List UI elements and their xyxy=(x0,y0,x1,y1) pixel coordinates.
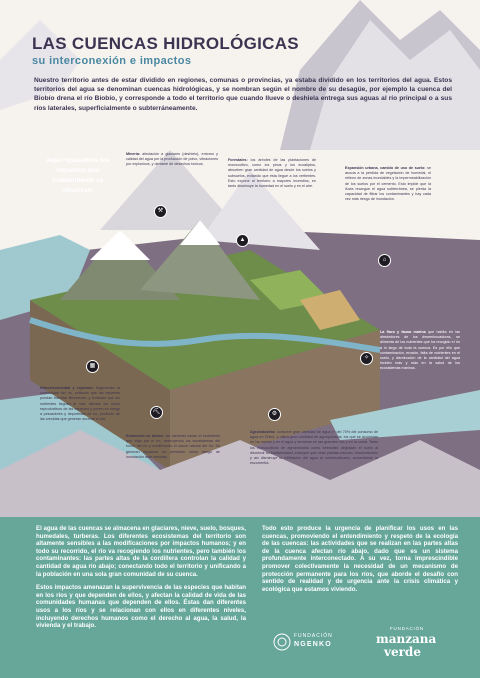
annotation-term: Expansión urbana, cambio de uso de suelo: xyxy=(345,166,426,170)
impacts-question: Aquí repasamos los impactos que comunmente se observan: xyxy=(46,157,110,194)
logo-name-1: manzana xyxy=(376,632,437,646)
annotation-term: Hidroelectricidad y represas: xyxy=(40,386,94,390)
tractor-icon: ⚙ xyxy=(268,408,281,421)
annotation-hidroelectricidad xyxy=(40,386,120,422)
annotation-term: Extracción de áridos: xyxy=(126,434,165,438)
annotation-text: fragmentan la continuidad del río, evitando que las especies puedan transitar libremente; y evitando que los nutrientes lleguen al mar; afectan los ciclos reproductivos de las especies y ponen en riesgo a pescadores y deportistas de río, producto de las crecidas que generan durante el día. xyxy=(40,386,120,422)
tent-icon: ▲ xyxy=(236,234,249,247)
mining-pick-icon: ⚒ xyxy=(154,205,167,218)
bottom-right-paragraph-1: Todo esto produce la urgencia de planificar los usos en las cuencas, promoviendo el entendimiento y respeto de la ecología de las cuencas: las actividades que se realizan en las partes altas de la cuenca afectan río abajo, dado que es un sistema profundamente interconectado. A su vez, torna imprescindible promover colectivamente la necesidad de un mecanismo de protección permanente para los ríos, que aborde el desafío con sentido de realidad y de urgencia ante la crisis climática y ecológica que estamos viviendo. xyxy=(262,525,458,593)
logo-name: NGENKO xyxy=(294,641,332,648)
shovel-icon: ⛏ xyxy=(150,406,163,419)
page-subtitle: su interconexión e impactos xyxy=(32,55,192,67)
annotation-term: La flora y fauna marina xyxy=(380,330,426,334)
annotation-text: que habita en las alrededores de los desembocaduras, se alimenta de los nutrientes que ha recogido el río a lo largo de toda la cuenca. Es por ello que contaminación, erosión, falta de nutrientes en el suelo, y disminución de la cantidad del agua inciden más y más en la salud de los ecosistemas marinos. xyxy=(380,330,460,371)
house-icon: ⌂ xyxy=(378,254,391,267)
logo-name-2: verde xyxy=(384,645,421,659)
annotation-text: consume gran cantidad de agua (+ del 70% del consumo de agua en Chile), y utiliza gran cantidad de agroquímicos, los que se acumulan en los suelos y en el agua y terminan en las grandes ríos y en la costa. Tanto los monocultivos de agroindustria como forestales degradan el suelo al disminuir su biodiversidad, excluyen que otras plantas crezcan, erosionándolo y así disminuye la infiltración del agua al suelo/subsuelo, aumentando la escorrentía. xyxy=(250,430,378,466)
annotation-text: las areneras sacan el sedimento que viajo por el río, destruyendo los ecosistemas del fondo del río y modificando el cauce natural del río. Se generan impactos no previstos como riesgo de inundación ante crecidas. xyxy=(126,434,220,459)
annotation-aridos xyxy=(126,434,220,460)
ngenko-emblem-icon xyxy=(272,632,292,652)
bottom-left-paragraph-2: Estos impactos amenazan la supervivencia de las especies que habitan en los ríos y que dependen de ellos, y afectan la calidad de vida de las comunidades humanas que dependen de ellos. Éstas dan diferentes usos a los ríos y se relacionan con ellos en diferentes niveles, incluyendo derechos humanos como el derecho al agua, la salud, la vivienda y el trabajo. xyxy=(36,584,246,630)
annotation-expansion-urbana xyxy=(345,166,431,202)
annotation-term: Minería: xyxy=(126,152,141,156)
annotation-text: afectación a glaciares (deshielo), entorno y calidad del agua por la producción de polvo, vibraciones por explosivos, y derrame de desechos tóxicos. xyxy=(126,152,219,167)
bottom-right-column xyxy=(262,525,458,599)
annotation-flora-fauna xyxy=(380,330,460,372)
bottom-left-column xyxy=(36,525,246,636)
annotation-text: los árboles de las plantaciones de monocultivo, como los pinos y los eucaliptus, absorben gran cantidad de agua desde los suelos y subsuelos, evitando que ésta llegue a los vertientes. Esto expone al territorio a mayores incendios, en tanto disminuye la humedad en el suelo y en el aire. xyxy=(228,158,316,189)
annotation-forestales xyxy=(228,158,316,189)
annotation-agroindustria xyxy=(250,430,378,466)
annotation-mineria xyxy=(126,152,218,168)
dam-icon: ▦ xyxy=(86,360,99,373)
annotation-term: Agroindustria: xyxy=(250,430,276,434)
annotation-term: Forestales: xyxy=(228,158,248,162)
page-title: LAS CUENCAS HIDROLÓGICAS xyxy=(32,34,299,53)
fish-icon: ✧ xyxy=(360,352,373,365)
bottom-left-paragraph-1: El agua de las cuencas se almacena en glaciares, nieve, suelo, bosques, humedales, turberas. Los diferentes ecosistemas del territorio son altamente sensibles a las modificaciones por impactos humanos; y en todo su recorrido, el río va recogiendo los nutrientes, pero también los contaminantes: las partes altas de la cordillera controlan la calidad y cantidad de agua río abajo; conectando todo el territorio y unificando a la población en una sola gran comunidad de su cuenca. xyxy=(36,525,246,578)
logo-label: FUNDACIÓN xyxy=(294,633,333,639)
intro-text: Nuestro territorio antes de estar dividido en regiones, comunas o provincias, ya estaba dividido en los territorios del agua. Estos territorios del agua se denominan cuencas hidrológicas, y se nombran según el nombre de su desagüe, por ejemplo la cuenca del Biobío drena el río Biobío, y corresponde a todo el territorio que cuando llueve o deshiela entrega sus aguas al río principal o a sus ríos laterales, superficialmente o subterráneamente. xyxy=(34,77,452,112)
annotation-text: se asocia a la pérdida de vegetación de humedal, el relleno de zonas inundables y la impermeabilización de los suelos por el cemento. Esto impide que la lluvia recargue el agua subterránea, se pierda la capacidad de filtrar los contaminantes y hay cada vez más riesgo de inundación. xyxy=(345,166,432,202)
logo-label: FUNDACIÓN xyxy=(390,626,424,631)
intro-paragraph xyxy=(34,76,452,113)
